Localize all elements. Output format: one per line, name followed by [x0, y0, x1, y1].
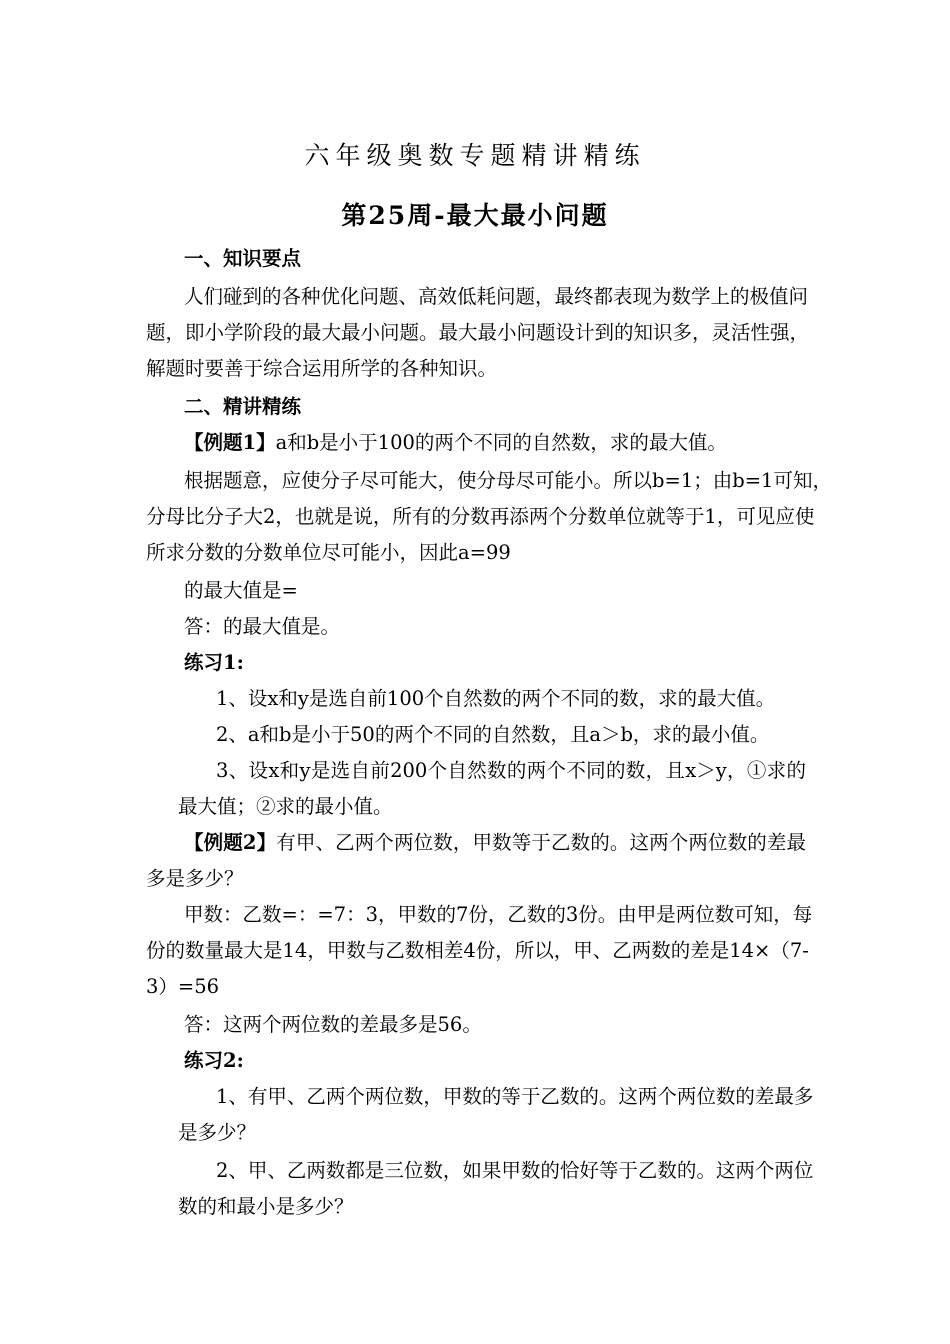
document-title: 六年级奥数专题精讲精练: [304, 141, 646, 170]
example1-answer: 答：的最大值是。: [184, 615, 341, 638]
example1-solution-line: 分母比分子大2，也就是说，所有的分数再添两个分数单位就等于1，可见应使: [146, 505, 815, 528]
example2-solution-line: 甲数：乙数=：=7：3，甲数的7份，乙数的3份。由甲是两位数可知，每: [184, 903, 813, 926]
practice2-item: 是多少？: [178, 1121, 257, 1144]
section1-heading: 一、知识要点: [184, 247, 302, 270]
example2-answer: 答：这两个两位数的差最多是56。: [184, 1013, 482, 1036]
example2-solution-line: 份的数量最大是14，甲数与乙数相差4份，所以，甲、乙两数的差是14×（7-: [146, 939, 809, 962]
practice2-label: 练习2:: [184, 1049, 244, 1072]
example1-solution-line: 的最大值是=: [184, 579, 298, 602]
example1-statement: [184, 430, 727, 456]
example2-solution-line: 3）=56: [146, 975, 220, 998]
practice1-item: 1、设x和y是选自前100个自然数的两个不同的数，求的最大值。: [216, 687, 776, 710]
practice1-item: 最大值；②求的最小值。: [178, 795, 393, 818]
document-subtitle: 第25周-最大最小问题: [341, 201, 609, 230]
example1-solution-line: 根据题意，应使分子尽可能大，使分母尽可能小。所以b=1；由b=1可知，: [184, 469, 832, 492]
section1-line: 解题时要善于综合运用所学的各种知识。: [146, 357, 498, 380]
section2-heading: 二、精讲精练: [184, 395, 302, 418]
example2-label: 【例题2】: [184, 831, 277, 854]
practice1-label: 练习1:: [184, 651, 244, 674]
practice2-item: 1、有甲、乙两个两位数，甲数的等于乙数的。这两个两位数的差最多: [216, 1085, 814, 1108]
section1-line: 题，即小学阶段的最大最小问题。最大最小问题设计到的知识多，灵活性强，: [146, 321, 810, 344]
example2-text: 有甲、乙两个两位数，甲数等于乙数的。这两个两位数的差最: [276, 831, 806, 854]
example1-solution-line: 所求分数的分数单位尽可能小，因此a=99: [146, 541, 511, 564]
practice1-item: 3、设x和y是选自前200个自然数的两个不同的数，且x＞y，①求的: [216, 759, 806, 782]
section1-line: 人们碰到的各种优化问题、高效低耗问题，最终都表现为数学上的极值问: [184, 285, 809, 308]
example2-text-cont: 多是多少？: [146, 867, 244, 890]
practice1-item: 2、a和b是小于50的两个不同的自然数，且a＞b，求的最小值。: [216, 723, 770, 746]
practice2-item: 数的和最小是多少？: [178, 1195, 354, 1218]
example1-text: a和b是小于100的两个不同的自然数，求的最大值。: [275, 431, 727, 454]
example1-label: 【例题1】: [184, 431, 276, 454]
practice2-item: 2、甲、乙两数都是三位数，如果甲数的恰好等于乙数的。这两个两位: [216, 1159, 814, 1182]
example2-statement: [184, 830, 806, 856]
